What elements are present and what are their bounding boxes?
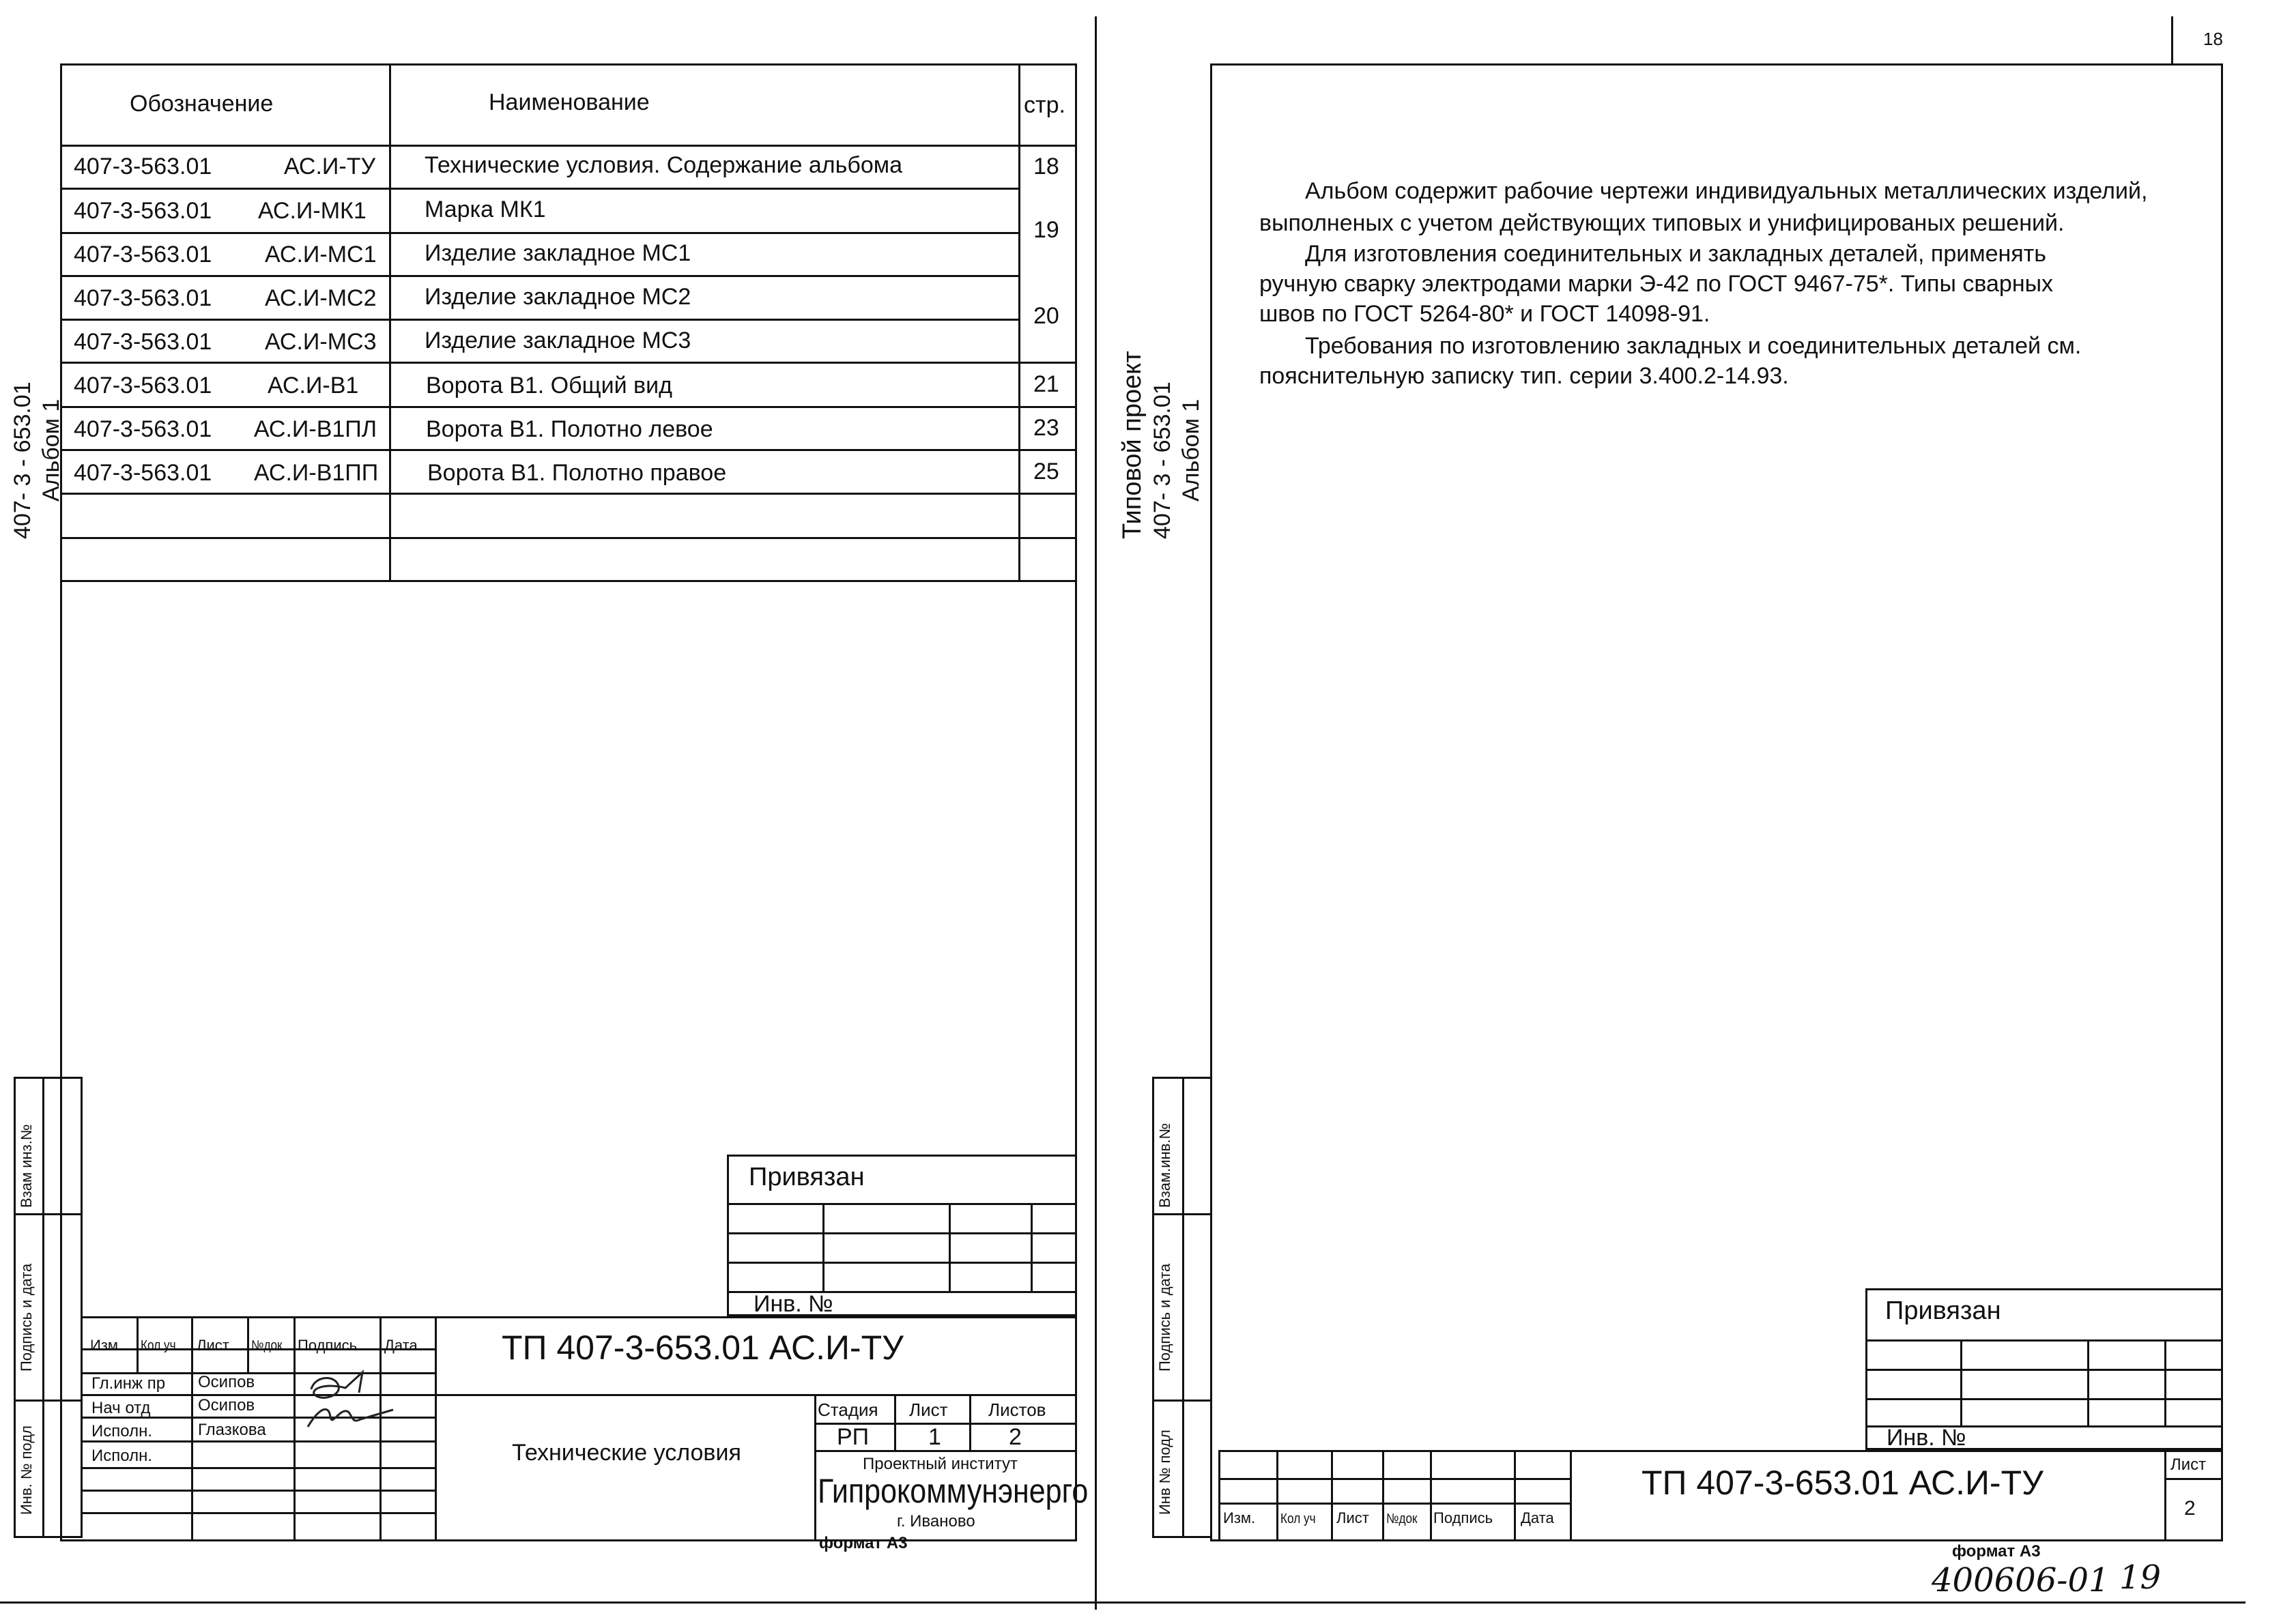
role-label: Нач отд	[91, 1399, 151, 1417]
hdr-kol-uch: Кол уч	[141, 1338, 176, 1353]
hdr-izm: Изм	[90, 1337, 119, 1354]
hdr-kol-uch: Кол уч	[1280, 1511, 1316, 1526]
vzam-inv-label: Взам инз.№	[18, 1124, 35, 1208]
col-name-header: Наименование	[489, 89, 650, 115]
institute-caption: Проектный институт	[863, 1455, 1018, 1473]
person-name: Осипов	[198, 1396, 255, 1415]
right-side-album-label: Альбом 1	[1178, 398, 1204, 502]
sheet-label: Лист	[2170, 1455, 2207, 1474]
stage-value: РП	[837, 1424, 870, 1450]
col-designation-header: Обозначение	[130, 91, 274, 117]
privyazan-label: Привязан	[749, 1163, 865, 1191]
left-format-label: формат А3	[819, 1534, 908, 1552]
privyazan-label: Привязан	[1885, 1296, 2001, 1325]
page-number-box-line	[2171, 16, 2173, 66]
signature-mark	[298, 1362, 400, 1437]
col-page-header: стр.	[1024, 92, 1065, 118]
sheet-label: Лист	[909, 1400, 948, 1420]
podpis-data-label: Подпись и дата	[18, 1263, 35, 1372]
role-label: Исполн.	[91, 1422, 152, 1440]
hdr-data: Дата	[384, 1337, 418, 1354]
institute-city: г. Иваново	[897, 1512, 975, 1531]
hdr-n-dok: №док	[251, 1338, 283, 1353]
sheet-value: 1	[928, 1424, 941, 1450]
handwritten-code: 400606-01	[1932, 1561, 2110, 1599]
inv-no-label: Инв. №	[754, 1291, 833, 1317]
hdr-list: Лист	[197, 1337, 229, 1354]
handwritten-number: 19	[2119, 1558, 2162, 1597]
podpis-data-label: Подпись и дата	[1156, 1263, 1173, 1372]
stage-label: Стадия	[818, 1400, 878, 1420]
sheets-value: 2	[1009, 1424, 1022, 1450]
sheets-label: Листов	[988, 1400, 1046, 1420]
hdr-podpis: Подпись	[298, 1337, 358, 1354]
hdr-data: Дата	[1521, 1509, 1554, 1526]
role-label: Исполн.	[91, 1447, 152, 1465]
inv-no-label: Инв. №	[1887, 1425, 1966, 1451]
left-doc-code: ТП 407-3-653.01 АС.И-ТУ	[502, 1329, 904, 1367]
institute-name: Гипрокоммунэнерго	[818, 1472, 1089, 1510]
right-side-project-label: 407- 3 - 653.01	[1149, 381, 1175, 539]
left-side-project-label: 407- 3 - 653.01	[10, 381, 35, 539]
hdr-izm: Изм.	[1223, 1509, 1256, 1526]
inv-podl-label: Инв. № подл	[18, 1425, 35, 1515]
hdr-n-dok: №док	[1386, 1511, 1418, 1526]
inv-podl-label: Инв № подл	[1156, 1430, 1173, 1515]
left-doc-name: Технические условия	[512, 1440, 741, 1466]
hdr-list: Лист	[1336, 1509, 1369, 1526]
right-doc-code: ТП 407-3-653.01 АС.И-ТУ	[1641, 1464, 2044, 1502]
sheet-value: 2	[2184, 1497, 2196, 1520]
page-number: 18	[2203, 29, 2223, 49]
person-name: Осипов	[198, 1373, 255, 1391]
vzam-inv-label: Взам.инв.№	[1156, 1122, 1173, 1208]
person-name: Глазкова	[198, 1421, 266, 1439]
right-format-label: формат А3	[1952, 1542, 2041, 1561]
left-side-album-label: Альбом 1	[38, 398, 64, 502]
role-label: Гл.инж пр	[91, 1374, 166, 1393]
sheet-divider	[1095, 16, 1097, 1610]
bottom-edge-line	[0, 1601, 2246, 1604]
hdr-podpis: Подпись	[1433, 1509, 1493, 1526]
right-side-type-label: Типовой проект	[1118, 351, 1147, 539]
